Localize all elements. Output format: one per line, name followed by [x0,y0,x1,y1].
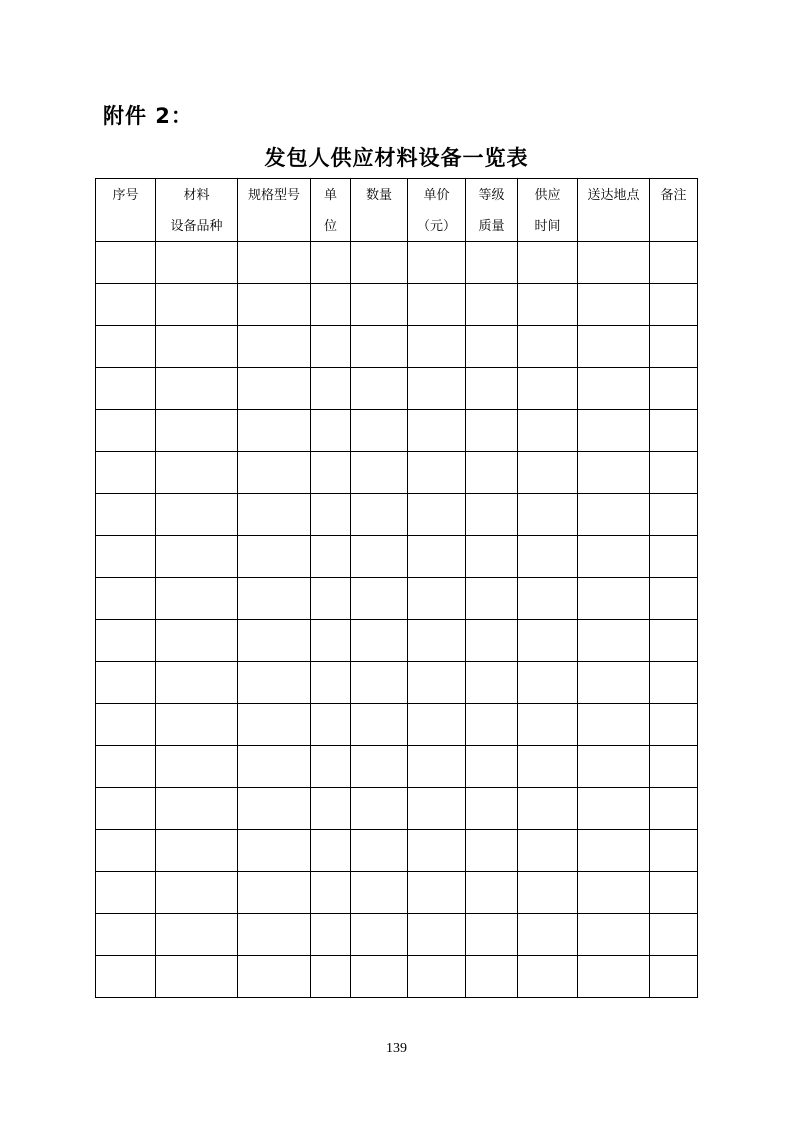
table-cell [351,452,408,494]
table-cell [156,872,238,914]
header-unit-price: 单价 （元） [408,179,466,242]
table-cell [351,704,408,746]
table-cell [351,830,408,872]
table-cell [156,704,238,746]
table-cell [156,242,238,284]
table-cell [238,914,311,956]
table-cell [351,956,408,998]
table-cell [466,746,518,788]
table-cell [408,830,466,872]
table-cell [466,452,518,494]
table-cell [518,662,578,704]
table-cell [578,242,650,284]
table-cell [518,914,578,956]
table-cell [311,578,351,620]
table-cell [408,620,466,662]
table-cell [408,578,466,620]
header-supply-time: 供应 时间 [518,179,578,242]
table-cell [96,452,156,494]
table-cell [96,284,156,326]
table-cell [238,830,311,872]
materials-table [95,178,698,998]
table-cell [156,536,238,578]
table-cell [96,578,156,620]
header-spec-model: 规格型号 [238,179,311,242]
table-cell [650,914,698,956]
table-cell [578,872,650,914]
table-cell [650,788,698,830]
table-row [96,536,698,578]
table-cell [311,368,351,410]
table-cell [578,368,650,410]
table-cell [311,662,351,704]
table-cell [238,704,311,746]
table-cell [650,662,698,704]
table-cell [518,494,578,536]
table-cell [238,872,311,914]
table-cell [238,536,311,578]
table-cell [578,788,650,830]
table-cell [466,536,518,578]
table-cell [96,326,156,368]
table-cell [650,620,698,662]
table-cell [650,494,698,536]
table-cell [238,242,311,284]
table-cell [650,242,698,284]
table-header-row [96,179,698,242]
table-cell [466,284,518,326]
table-cell [518,956,578,998]
table-cell [96,746,156,788]
table-cell [466,368,518,410]
table-cell [466,410,518,452]
table-cell [156,452,238,494]
table-cell [96,788,156,830]
table-row [96,284,698,326]
table-cell [408,746,466,788]
table-cell [650,704,698,746]
table-body [96,242,698,998]
table-cell [466,914,518,956]
table-cell [96,536,156,578]
table-cell [238,788,311,830]
table-cell [96,914,156,956]
header-remarks: 备注 [650,179,698,242]
table-cell [351,410,408,452]
table-cell [466,830,518,872]
table-cell [96,830,156,872]
table-cell [311,620,351,662]
table-cell [238,494,311,536]
table-cell [238,662,311,704]
table-cell [408,914,466,956]
table-row [96,914,698,956]
table-cell [156,662,238,704]
table-cell [578,914,650,956]
table-cell [156,284,238,326]
table-cell [311,536,351,578]
table-cell [408,536,466,578]
table-cell [518,578,578,620]
table-cell [650,326,698,368]
table-cell [311,746,351,788]
table-cell [650,410,698,452]
table-row [96,746,698,788]
table-cell [96,410,156,452]
table-cell [518,284,578,326]
table-cell [351,746,408,788]
table-cell [466,620,518,662]
table-cell [156,746,238,788]
table-cell [311,326,351,368]
table-cell [650,956,698,998]
table-cell [578,536,650,578]
table-cell [518,620,578,662]
table-cell [408,410,466,452]
table-cell [156,578,238,620]
table-cell [578,956,650,998]
table-cell [351,620,408,662]
table-cell [311,410,351,452]
table-cell [238,452,311,494]
table-row [96,620,698,662]
table-cell [351,914,408,956]
table-cell [466,872,518,914]
table-cell [238,410,311,452]
table-cell [351,284,408,326]
table-cell [578,494,650,536]
table-cell [518,242,578,284]
table-cell [311,284,351,326]
table-cell [578,830,650,872]
table-cell [518,872,578,914]
table-cell [578,662,650,704]
table-cell [351,578,408,620]
table-cell [351,872,408,914]
table-cell [156,956,238,998]
table-row [96,872,698,914]
table-cell [408,368,466,410]
table-cell [311,242,351,284]
table-row [96,494,698,536]
table-cell [650,830,698,872]
table-cell [96,620,156,662]
table-cell [466,956,518,998]
table-cell [96,494,156,536]
table-cell [408,662,466,704]
table-row [96,830,698,872]
table-cell [578,704,650,746]
table-cell [466,242,518,284]
table-cell [518,326,578,368]
table-cell [408,704,466,746]
table-row [96,578,698,620]
table-cell [408,452,466,494]
table-row [96,662,698,704]
table-cell [650,368,698,410]
table-cell [408,788,466,830]
table-cell [466,494,518,536]
table-cell [650,452,698,494]
table-cell [96,368,156,410]
table-row [96,410,698,452]
table-row [96,788,698,830]
table-cell [466,704,518,746]
table-cell [96,242,156,284]
table-cell [518,830,578,872]
table-cell [238,746,311,788]
table-cell [238,284,311,326]
header-unit: 单 位 [311,179,351,242]
table-cell [578,620,650,662]
table-cell [351,368,408,410]
header-material-type: 材料 设备品种 [156,179,238,242]
table-cell [518,788,578,830]
table-cell [156,914,238,956]
table-cell [466,326,518,368]
table-cell [351,326,408,368]
table-cell [408,872,466,914]
table-cell [650,872,698,914]
table-cell [408,326,466,368]
attachment-label: 附件 2： [103,104,193,128]
table-cell [466,788,518,830]
table-row [96,452,698,494]
table-row [96,326,698,368]
table-row [96,368,698,410]
table-cell [311,872,351,914]
table-cell [466,662,518,704]
table-cell [156,620,238,662]
table-cell [518,704,578,746]
header-quantity: 数量 [351,179,408,242]
table-cell [650,284,698,326]
table-cell [311,494,351,536]
page-number: 139 [386,1041,407,1056]
table-cell [238,620,311,662]
table-cell [578,284,650,326]
table-cell [408,494,466,536]
table-cell [408,956,466,998]
table-cell [156,830,238,872]
page-title: 发包人供应材料设备一览表 [264,146,529,170]
table-cell [156,788,238,830]
table-cell [650,746,698,788]
table-cell [578,452,650,494]
table-cell [466,578,518,620]
table-cell [408,284,466,326]
table-cell [311,956,351,998]
header-grade-quality: 等级 质量 [466,179,518,242]
table-cell [311,452,351,494]
table-cell [238,956,311,998]
table-cell [518,536,578,578]
table-row [96,704,698,746]
table-cell [311,704,351,746]
table-row [96,956,698,998]
table-row [96,242,698,284]
table-cell [96,956,156,998]
header-seq: 序号 [96,179,156,242]
table-cell [238,368,311,410]
table-cell [351,494,408,536]
table-cell [518,410,578,452]
table-cell [156,368,238,410]
table-cell [518,746,578,788]
table-cell [650,578,698,620]
table-cell [650,536,698,578]
table-cell [351,788,408,830]
table-cell [96,872,156,914]
table-cell [351,536,408,578]
header-delivery-location: 送达地点 [578,179,650,242]
table-cell [351,242,408,284]
table-cell [578,410,650,452]
table-cell [578,578,650,620]
table-cell [156,410,238,452]
table-cell [408,242,466,284]
table-cell [578,746,650,788]
table-cell [311,914,351,956]
table-cell [518,368,578,410]
table-cell [238,578,311,620]
table-cell [311,830,351,872]
table-cell [518,452,578,494]
table-cell [156,494,238,536]
table-cell [96,704,156,746]
table-cell [96,662,156,704]
table-cell [578,326,650,368]
table-cell [156,326,238,368]
table-cell [238,326,311,368]
table-cell [311,788,351,830]
table-cell [351,662,408,704]
